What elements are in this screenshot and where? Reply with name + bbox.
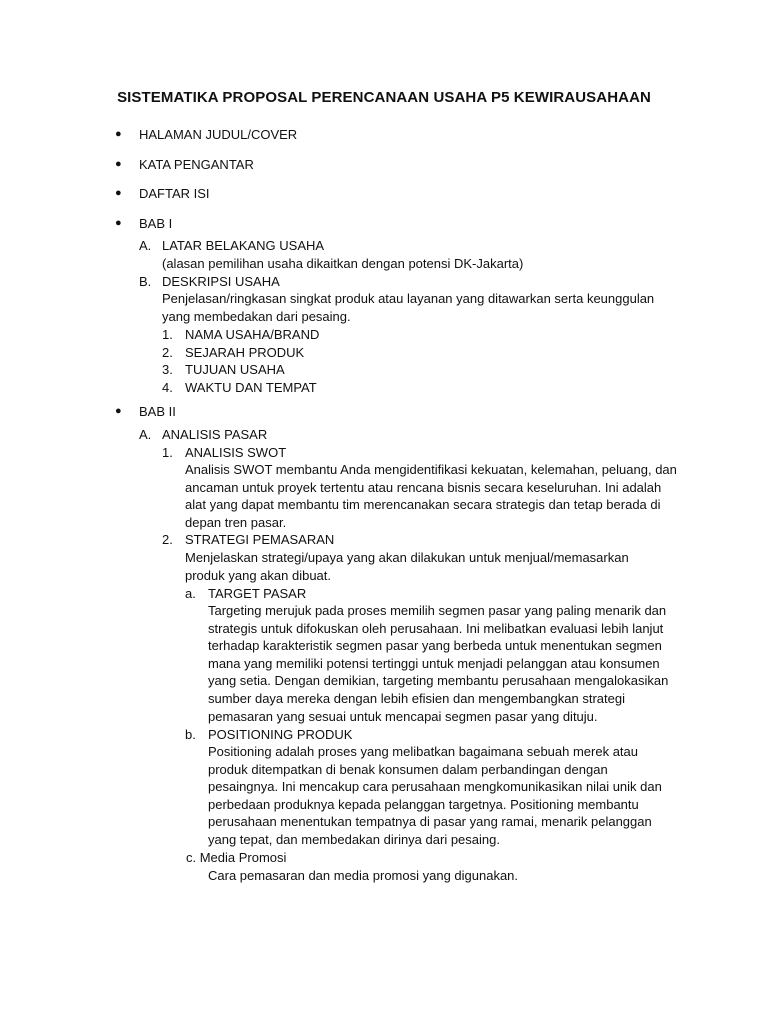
text-line: perbedaan produknya kepada pelanggan targetnya. Positioning membantu: [208, 796, 639, 812]
text-line: Positioning adalah proses yang melibatkan bagaimana sebuah merek atau: [208, 744, 639, 759]
media-promosi-text: Cara pemasaran dan media promosi yang digunakan.: [208, 868, 519, 883]
item-waktu-tempat: WAKTU DAN TEMPAT: [185, 380, 317, 395]
text-line: mana yang memiliki potensi tertinggi untuk menjadi pelanggan atau konsumen: [208, 655, 660, 671]
item-nama-usaha: NAMA USAHA/BRAND: [185, 327, 320, 342]
bullet-icon: ●: [115, 128, 122, 140]
text-line: pesaingnya. Ini mencakup cara perusahaan mengkomunikasikan nilai unik dan: [208, 779, 662, 795]
item-sejarah-produk: SEJARAH PRODUK: [185, 345, 305, 360]
positioning-produk-text: [208, 743, 662, 849]
target-pasar-heading: TARGET PASAR: [208, 586, 307, 601]
list-marker: A.: [139, 238, 152, 253]
text-line: Menjelaskan strategi/upaya yang akan dilakukan untuk menjual/memasarkan: [185, 550, 629, 565]
deskripsi-usaha-heading: DESKRIPSI USAHA: [162, 274, 280, 289]
text-line: Analisis SWOT membantu Anda mengidentifikasi kekuatan, kelemahan, peluang, dan: [185, 462, 677, 477]
latar-belakang-heading: LATAR BELAKANG USAHA: [162, 238, 325, 253]
latar-belakang-note: (alasan pemilihan usaha dikaitkan dengan potensi DK-Jakarta): [162, 256, 524, 271]
item-tujuan-usaha: TUJUAN USAHA: [185, 362, 285, 377]
text-line: ancaman untuk proyek tertentu atau rencana bisnis secara keseluruhan. Ini adalah: [185, 479, 662, 495]
text-line: produk yang akan dibuat.: [185, 567, 331, 583]
analisis-pasar-heading: ANALISIS PASAR: [162, 427, 268, 442]
list-number: 3.: [162, 362, 173, 377]
text-line: Targeting merujuk pada proses memilih segmen pasar yang paling menarik dan: [208, 603, 667, 618]
text-line: yang tepat, dan membedakan dirinya dari pesaing.: [208, 831, 500, 847]
positioning-produk-heading: POSITIONING PRODUK: [208, 727, 353, 742]
item-cover: HALAMAN JUDUL/COVER: [139, 127, 298, 142]
bab-1-heading: BAB I: [139, 216, 173, 231]
media-promosi-heading: c. Media Promosi: [186, 850, 287, 865]
list-number: 2.: [162, 345, 173, 360]
document-title: SISTEMATIKA PROPOSAL PERENCANAAN USAHA P5 KEWIRAUSAHAAN: [117, 89, 651, 106]
list-number: 1.: [162, 445, 173, 460]
target-pasar-text: [208, 602, 668, 725]
deskripsi-usaha-text: [162, 290, 654, 325]
item-daftar-isi: DAFTAR ISI: [139, 186, 210, 201]
text-line: produk ditempatkan di benak konsumen dalam perbandingan dengan: [208, 761, 608, 777]
item-kata-pengantar: KATA PENGANTAR: [139, 157, 254, 172]
list-marker: b.: [185, 727, 196, 742]
list-number: 2.: [162, 532, 173, 547]
analisis-swot-text: [185, 461, 677, 531]
strategi-pemasaran-text: [185, 549, 629, 584]
bullet-icon: ●: [115, 217, 122, 229]
strategi-pemasaran-heading: STRATEGI PEMASARAN: [185, 532, 335, 547]
text-line: pemasaran yang sesuai untuk mencapai segmen pasar yang dituju.: [208, 708, 598, 724]
analisis-swot-heading: ANALISIS SWOT: [185, 445, 287, 460]
text-line: perusahaan menentukan tempatnya di pasar yang ramai, menarik pelanggan: [208, 814, 652, 830]
text-line: sumber daya mereka dengan lebih efisien dan mengembangkan strategi: [208, 690, 625, 706]
text-line: yang setia. Dengan demikian, targeting membantu perusahaan mengalokasikan: [208, 673, 669, 689]
bullet-icon: ●: [115, 405, 122, 417]
text-line: alat yang dapat membantu tim merencanakan secara strategis dan tetap berada di: [185, 497, 661, 513]
list-number: 1.: [162, 327, 173, 342]
list-number: 4.: [162, 380, 173, 395]
list-marker: A.: [139, 427, 152, 442]
text-line: yang membedakan dari pesaing.: [162, 308, 351, 324]
bab-2-heading: BAB II: [139, 404, 176, 419]
list-marker: B.: [139, 274, 152, 289]
bullet-icon: ●: [115, 187, 122, 199]
list-marker: a.: [185, 586, 196, 601]
text-line: strategis untuk difokuskan oleh perusahaan. Ini melibatkan evaluasi lebih lanjut: [208, 620, 664, 636]
bullet-icon: ●: [115, 158, 122, 170]
text-line: depan tren pasar.: [185, 514, 287, 530]
text-line: Penjelasan/ringkasan singkat produk atau layanan yang ditawarkan serta keunggulan: [162, 291, 655, 306]
text-line: terhadap karakteristik segmen pasar yang berbeda untuk menentukan segmen: [208, 638, 662, 654]
